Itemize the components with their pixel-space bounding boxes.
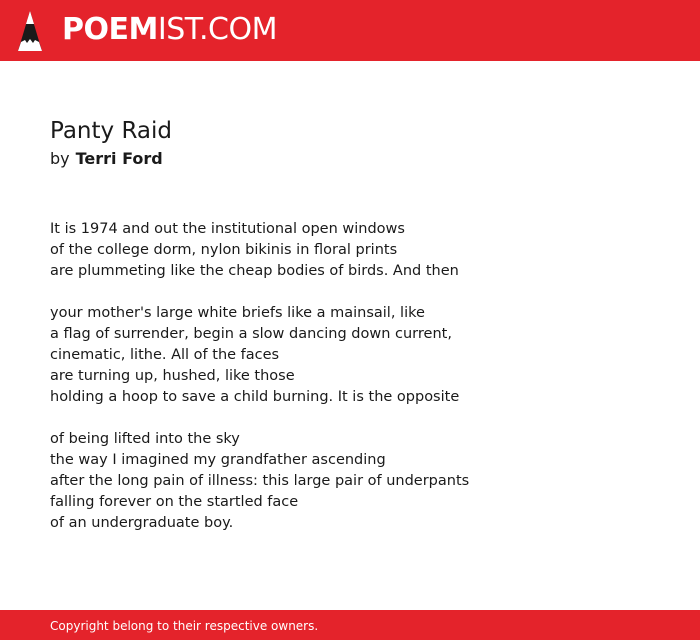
poem-line: holding a hoop to save a child burning. It is the opposite bbox=[50, 389, 460, 405]
poem-line: are turning up, hushed, like those bbox=[50, 368, 295, 384]
site-footer bbox=[0, 610, 700, 640]
by-label: by bbox=[50, 149, 70, 168]
poem-line: your mother's large white briefs like a mainsail, like bbox=[50, 305, 425, 321]
pencil-tip-icon[interactable] bbox=[17, 10, 43, 52]
logo-light-text: IST.COM bbox=[157, 12, 277, 47]
site-logo[interactable] bbox=[62, 13, 277, 47]
poem-line: It is 1974 and out the institutional open windows bbox=[50, 221, 405, 237]
copyright-notice: Copyright belong to their respective owners. bbox=[50, 619, 319, 633]
poem-title: Panty Raid bbox=[50, 118, 173, 144]
stanza-break bbox=[50, 282, 670, 303]
stanza-break bbox=[50, 408, 670, 429]
poem-line: a flag of surrender, begin a slow dancing down current, bbox=[50, 326, 452, 342]
poem-line: cinematic, lithe. All of the faces bbox=[50, 347, 280, 363]
author-name: Terri Ford bbox=[75, 149, 163, 168]
poem-line: of the college dorm, nylon bikinis in floral prints bbox=[50, 242, 398, 258]
poem-line: falling forever on the startled face bbox=[50, 494, 299, 510]
poem-line: the way I imagined my grandfather ascending bbox=[50, 452, 386, 468]
site-header bbox=[0, 0, 700, 61]
poem-line: after the long pain of illness: this large pair of underpants bbox=[50, 473, 470, 489]
logo-strong-text: POEM bbox=[62, 12, 158, 47]
poem-body bbox=[50, 219, 670, 534]
poem-line: of being lifted into the sky bbox=[50, 431, 240, 447]
poem-line: are plummeting like the cheap bodies of birds. And then bbox=[50, 263, 459, 279]
byline bbox=[50, 149, 163, 169]
poem-line: of an undergraduate boy. bbox=[50, 515, 234, 531]
